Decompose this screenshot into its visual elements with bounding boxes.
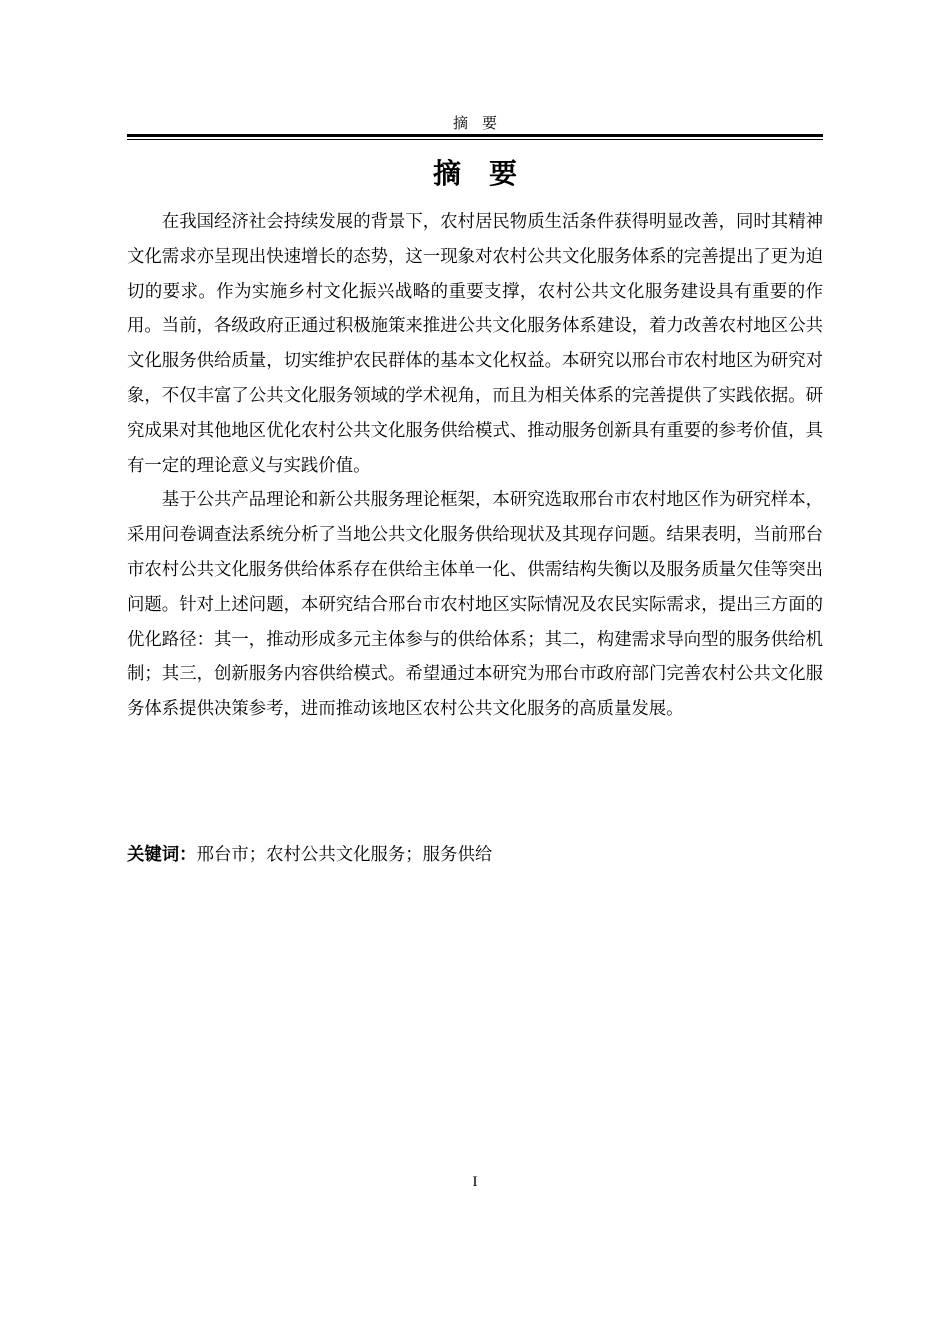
keywords-label: 关键词： bbox=[127, 845, 197, 865]
keywords-value: 邢台市；农村公共文化服务；服务供给 bbox=[196, 845, 493, 865]
running-header: 摘要 bbox=[452, 114, 511, 132]
abstract-body bbox=[127, 205, 823, 727]
abstract-paragraph-2: 基于公共产品理论和新公共服务理论框架，本研究选取邢台市农村地区作为研究样本，采用问卷调查法系统分析了当地公共文化服务供给现状及其现存问题。结果表明，当前邢台市农村公共文化服务供给体系存在供给主体单一化、供需结构失衡以及服务质量欠佳等突出问题。针对上述问题，本研究结合邢台市农村地区实际情况及农民实际需求，提出三方面的优化路径：其一，推动形成多元主体参与的供给体系；其二，构建需求导向型的服务供给机制；其三，创新服务内容供给模式。希望通过本研究为邢台市政府部门完善农村公共文化服务体系提供决策参考，进而推动该地区农村公共文化服务的高质量发展。 bbox=[127, 490, 823, 720]
keywords-line bbox=[127, 838, 823, 872]
page-number: I bbox=[472, 1174, 478, 1190]
page-title: 摘要 bbox=[432, 157, 545, 190]
abstract-paragraph-1: 在我国经济社会持续发展的背景下，农村居民物质生活条件获得明显改善，同时其精神文化需求亦呈现出快速增长的态势，这一现象对农村公共文化服务体系的完善提出了更为迫切的要求。作为实施乡村文化振兴战略的重要支撑，农村公共文化服务建设具有重要的作用。当前，各级政府正通过积极施策来推进公共文化服务体系建设，着力改善农村地区公共文化服务供给质量，切实维护农民群体的基本文化权益。本研究以邢台市农村地区为研究对象，不仅丰富了公共文化服务领域的学术视角，而且为相关体系的完善提供了实践依据。研究成果对其他地区优化农村公共文化服务供给模式、推动服务创新具有重要的参考价值，具有一定的理论意义与实践价值。 bbox=[127, 212, 823, 476]
header-rule-thick bbox=[127, 134, 823, 137]
header-rule-thin bbox=[127, 139, 823, 140]
